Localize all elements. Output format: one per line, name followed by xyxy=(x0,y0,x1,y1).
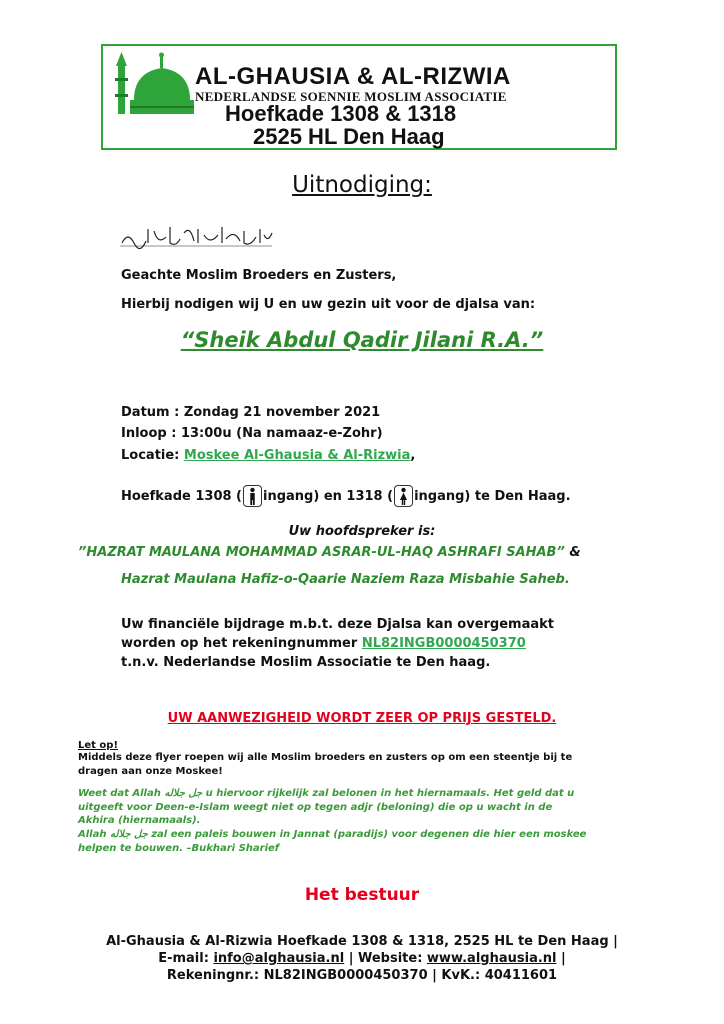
invitation-text: Hierbij nodigen wij U en uw gezin uit voor de djalsa van: xyxy=(121,297,536,312)
entry-time-line: Inloop : 13:00u (Na namaaz-e-Zohr) xyxy=(121,426,383,441)
speaker-heading: Uw hoofdspreker is: xyxy=(288,524,436,539)
donation-line1: Uw financiële bijdrage m.b.t. deze Djalsa kan overgemaakt xyxy=(121,617,554,632)
org-name: AL-GHAUSIA & AL-RIZWIA xyxy=(195,63,511,90)
donation-line2-prefix: worden op het rekeningnummer xyxy=(121,636,362,651)
mosque-icon xyxy=(112,50,194,118)
notice-heading: Let op! xyxy=(78,740,119,751)
location-line xyxy=(121,448,415,463)
iban-link[interactable]: NL82INGB0000450370 xyxy=(361,636,526,651)
donation-line2 xyxy=(121,636,526,651)
main-speaker xyxy=(78,545,581,560)
notice-line2: dragen aan onze Moskee! xyxy=(78,766,223,777)
location-label: Locatie: xyxy=(121,448,184,463)
speaker-ampersand: & xyxy=(564,545,581,560)
salaam-calligraphy xyxy=(118,221,274,251)
occasion-title: “Sheik Abdul Qadir Jilani R.A.” xyxy=(180,328,544,352)
header-address-line2: 2525 HL Den Haag xyxy=(253,124,445,149)
location-suffix: , xyxy=(410,448,416,463)
date-line: Datum : Zondag 21 november 2021 xyxy=(121,405,381,420)
address-part2: ingang) en 1318 ( xyxy=(263,488,394,504)
woman-icon xyxy=(394,485,413,507)
footer-line3: Rekeningnr.: NL82INGB0000450370 | KvK.: 40411601 xyxy=(166,968,558,983)
footer-line2-end: | xyxy=(556,951,566,966)
quote-line4: Allah جل جلاله zal een paleis bouwen in Jannat (paradijs) voor degenen die hier een moskee xyxy=(78,829,587,840)
website-link[interactable]: www.alghausia.nl xyxy=(426,951,557,966)
notice-line1: Middels deze flyer roepen wij alle Moslim broeders en zusters op om een steentje bij te xyxy=(78,752,573,763)
main-speaker-name: ”HAZRAT MAULANA MOHAMMAD ASRAR-UL-HAQ ASHRAFI SAHAB” xyxy=(78,545,565,560)
greeting: Geachte Moslim Broeders en Zusters, xyxy=(121,268,397,283)
address-part3: ingang) te Den Haag. xyxy=(414,488,571,504)
page-title: Uitnodiging: xyxy=(292,172,432,198)
footer-line1: Al-Ghausia & Al-Rizwia Hoefkade 1308 & 1318, 2525 HL te Den Haag | xyxy=(106,934,618,949)
footer-website-label: | Website: xyxy=(344,951,427,966)
quote-line1: Weet dat Allah جل جلاله u hiervoor rijkelijk zal belonen in het hiernamaals. Het geld dat u xyxy=(78,788,575,799)
presence-notice: UW AANWEZIGHEID WORDT ZEER OP PRIJS GESTELD. xyxy=(167,711,557,726)
header-address-line1: Hoefkade 1308 & 1318 xyxy=(225,101,457,126)
quote-line2: uitgeeft voor Deen-e-Islam weegt niet op tegen adjr (beloning) die op u wacht in de xyxy=(78,802,553,813)
footer-email-label: E-mail: xyxy=(158,951,214,966)
quote-line5: helpen te bouwen. –Bukhari Sharief xyxy=(78,843,280,854)
email-link[interactable]: info@alghausia.nl xyxy=(213,951,345,966)
second-speaker: Hazrat Maulana Hafiz-o-Qaarie Naziem Raza Misbahie Saheb. xyxy=(121,572,570,587)
man-icon xyxy=(243,485,262,507)
quote-line3: Akhira (hiernamaals). xyxy=(78,815,201,826)
address-part1: Hoefkade 1308 ( xyxy=(121,488,242,504)
footer-line2 xyxy=(0,951,724,966)
donation-line3: t.n.v. Nederlandse Moslim Associatie te Den haag. xyxy=(121,655,491,670)
org-subtitle: NEDERLANDSE SOENNIE MOSLIM ASSOCIATIE xyxy=(195,89,507,104)
entrance-address-line xyxy=(121,485,571,507)
location-link[interactable]: Moskee Al-Ghausia & Al-Rizwia xyxy=(183,448,411,463)
signature: Het bestuur xyxy=(304,885,420,905)
